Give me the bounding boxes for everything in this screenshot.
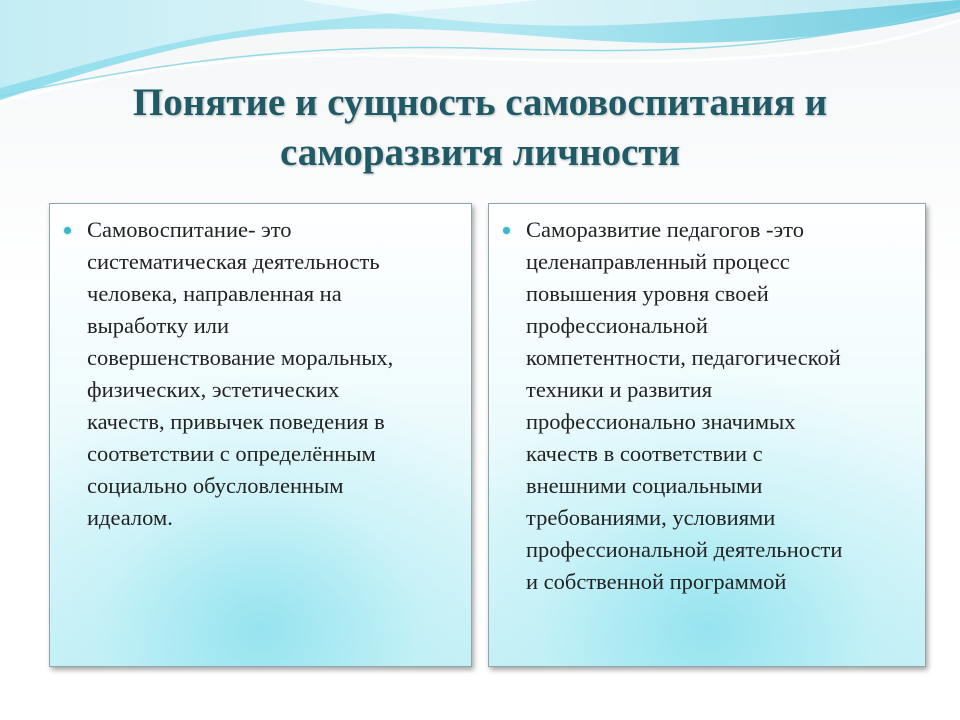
text-line: идеалом.	[87, 505, 173, 530]
list-item	[503, 214, 919, 598]
self-development-panel	[488, 203, 926, 667]
self-education-definition	[87, 214, 393, 534]
text-line: выработку или	[87, 313, 230, 338]
text-line: профессиональной	[526, 313, 708, 338]
self-development-definition	[526, 214, 842, 598]
text-line: профессионально значимых	[526, 409, 796, 434]
text-line: Самовоспитание- это	[87, 217, 292, 242]
text-line: техники и развития	[526, 377, 713, 402]
title-line: саморазвитя личности	[280, 131, 680, 174]
text-line: соответствии с определённым	[87, 441, 376, 466]
bullet-dot-icon	[64, 227, 71, 234]
text-line: физических, эстетических	[87, 377, 340, 402]
text-line: совершенствование моральных,	[87, 345, 394, 370]
text-line: качеств в соответствии с	[526, 441, 763, 466]
text-line: и собственной программой	[526, 569, 787, 594]
text-line: профессиональной деятельности	[526, 537, 843, 562]
text-line: социально обусловленным	[87, 473, 344, 498]
text-line: качеств, привычек поведения в	[87, 409, 385, 434]
text-line: компетентности, педагогической	[526, 345, 841, 370]
text-line: целенаправленный процесс	[526, 249, 790, 274]
text-line: систематическая деятельность	[87, 249, 380, 274]
title-line: Понятие и сущность самовоспитания и	[132, 81, 828, 124]
text-line: внешними социальными	[526, 473, 763, 498]
bullet-dot-icon	[503, 227, 510, 234]
page-title	[40, 78, 920, 178]
text-line: человека, направленная на	[87, 281, 342, 306]
self-education-panel	[49, 203, 472, 667]
text-line: повышения уровня своей	[526, 281, 769, 306]
list-item	[64, 214, 465, 534]
text-line: Саморазвитие педагогов -это	[526, 217, 804, 242]
text-line: требованиями, условиями	[526, 505, 776, 530]
